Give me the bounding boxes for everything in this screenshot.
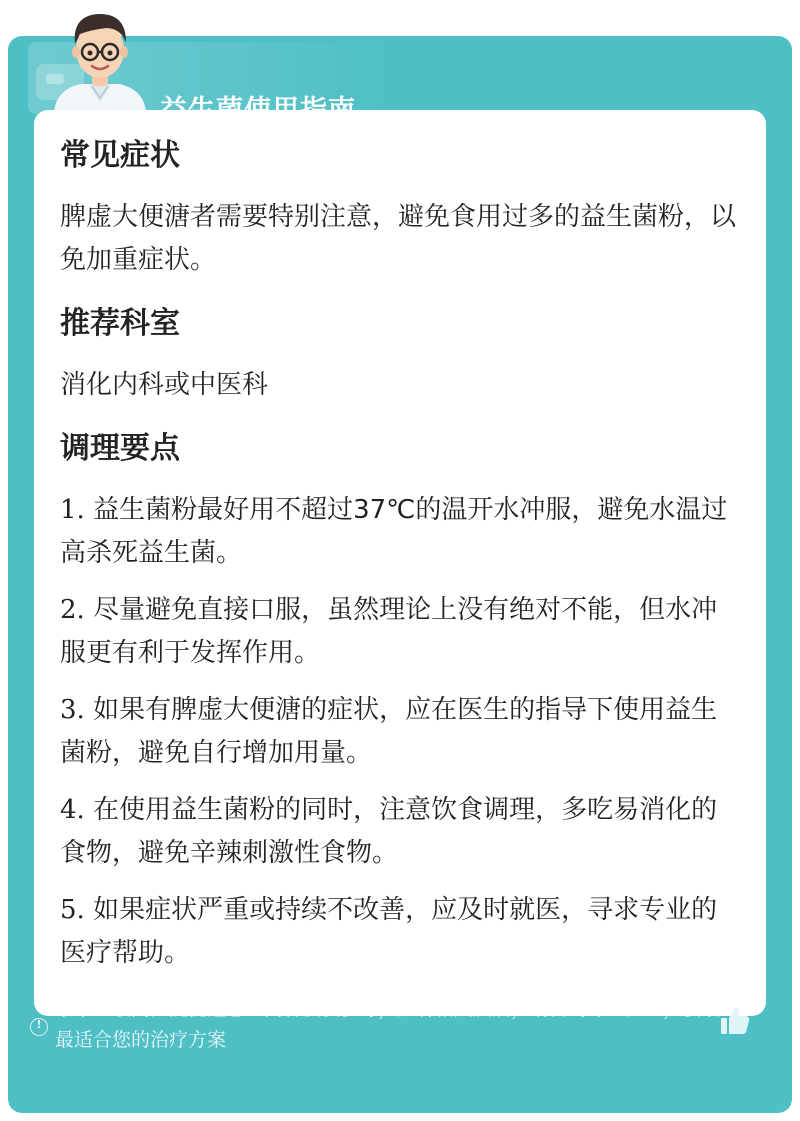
department-heading: 推荐科室 <box>60 306 180 341</box>
list-item: 2. 尽量避免直接口服，虽然理论上没有绝对不能，但水冲服更有利于发挥作用。 <box>60 595 718 668</box>
department-text: 消化内科或中医科 <box>60 370 269 400</box>
list-item: 5. 如果症状严重或持续不改善，应及时就医，寻求专业的医疗帮助。 <box>60 895 718 968</box>
list-item: 3. 如果有脾虚大便溏的症状，应在医生的指导下使用益生菌粉，避免自行增加用量。 <box>60 695 718 768</box>
info-icon <box>30 1018 48 1036</box>
doctor-avatar-icon <box>40 6 160 112</box>
thumbs-up-icon[interactable] <box>718 1004 752 1038</box>
points-heading: 调理要点 <box>60 431 180 466</box>
symptoms-heading: 常见症状 <box>60 138 180 173</box>
footer-disclaimer: 京东互联网医院提醒您：内容仅供参考，如有相关疾病，请咨询专业医生，获取最适合您的治疗方案 <box>55 998 721 1051</box>
symptoms-text: 脾虚大便溏者需要特别注意，避免食用过多的益生菌粉，以免加重症状。 <box>60 202 737 275</box>
content-body <box>60 136 740 989</box>
list-item: 1. 益生菌粉最好用不超过37℃的温开水冲服，避免水温过高杀死益生菌。 <box>60 495 728 568</box>
list-item: 4. 在使用益生菌粉的同时，注意饮食调理，多吃易消化的食物，避免辛辣刺激性食物。 <box>60 795 718 868</box>
content-card <box>34 110 766 1016</box>
